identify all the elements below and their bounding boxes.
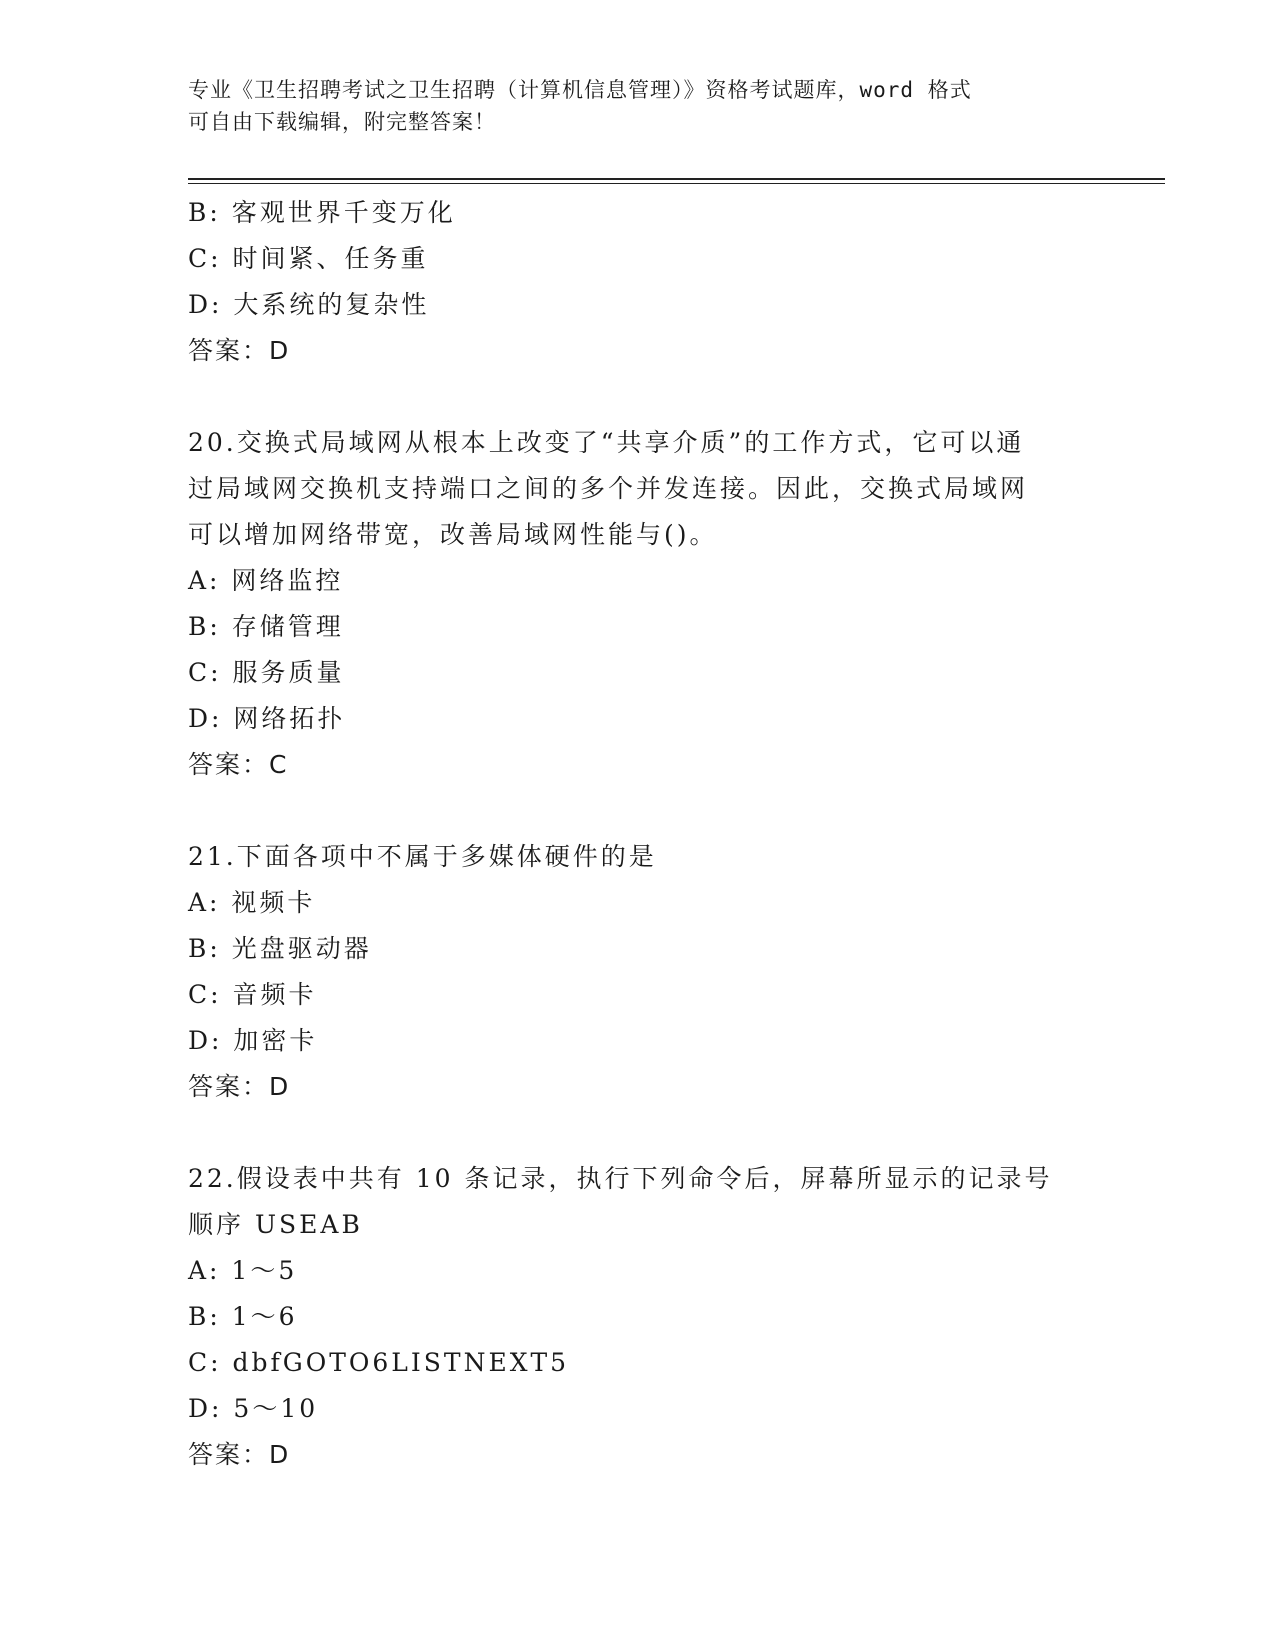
option-a: A: 网络监控 (188, 566, 344, 595)
answer-line: 答案：D (188, 1072, 291, 1101)
option-d: D: 5～10 (188, 1394, 319, 1423)
question-block-22 (188, 1156, 1088, 1478)
question-stem-line: 21.下面各项中不属于多媒体硬件的是 (188, 842, 657, 871)
option-d: D: 网络拓扑 (188, 704, 346, 733)
question-stem-line: 过局域网交换机支持端口之间的多个并发连接。因此，交换式局域网 (188, 474, 1029, 503)
question-block-21 (188, 834, 1088, 1110)
answer-line: 答案：D (188, 336, 291, 365)
header-line-1: 专业《卫生招聘考试之卫生招聘（计算机信息管理）》资格考试题库，word 格式 (188, 78, 972, 102)
option-c: C: 时间紧、任务重 (188, 244, 429, 273)
header-divider-thin (188, 183, 1165, 184)
option-c: C: 音频卡 (188, 980, 317, 1009)
question-block-20 (188, 420, 1088, 788)
header-divider-thick (188, 178, 1165, 180)
question-stem-line: 顺序 USEAB (188, 1210, 363, 1239)
question-stem-line: 可以增加网络带宽，改善局域网性能与()。 (188, 520, 718, 549)
option-d: D: 大系统的复杂性 (188, 290, 430, 319)
option-a: A: 1～5 (188, 1256, 298, 1285)
option-d: D: 加密卡 (188, 1026, 318, 1055)
answer-line: 答案：D (188, 1440, 291, 1469)
option-b: B: 1～6 (188, 1302, 298, 1331)
header-line-2: 可自由下载编辑，附完整答案！ (188, 110, 496, 134)
question-stem-line: 22.假设表中共有 10 条记录，执行下列命令后，屏幕所显示的记录号 (188, 1164, 1053, 1193)
question-block-19-continued (188, 190, 1088, 374)
question-stem-line: 20.交换式局域网从根本上改变了“共享介质”的工作方式，它可以通 (188, 428, 1025, 457)
option-b: B: 存储管理 (188, 612, 344, 641)
option-c: C: dbfGOTO6LISTNEXT5 (188, 1348, 570, 1377)
option-a: A: 视频卡 (188, 888, 316, 917)
question-content (188, 190, 1088, 1478)
option-b: B: 光盘驱动器 (188, 934, 372, 963)
document-header (188, 74, 1088, 138)
answer-line: 答案：C (188, 750, 289, 779)
option-c: C: 服务质量 (188, 658, 345, 687)
option-b: B: 客观世界千变万化 (188, 198, 456, 227)
